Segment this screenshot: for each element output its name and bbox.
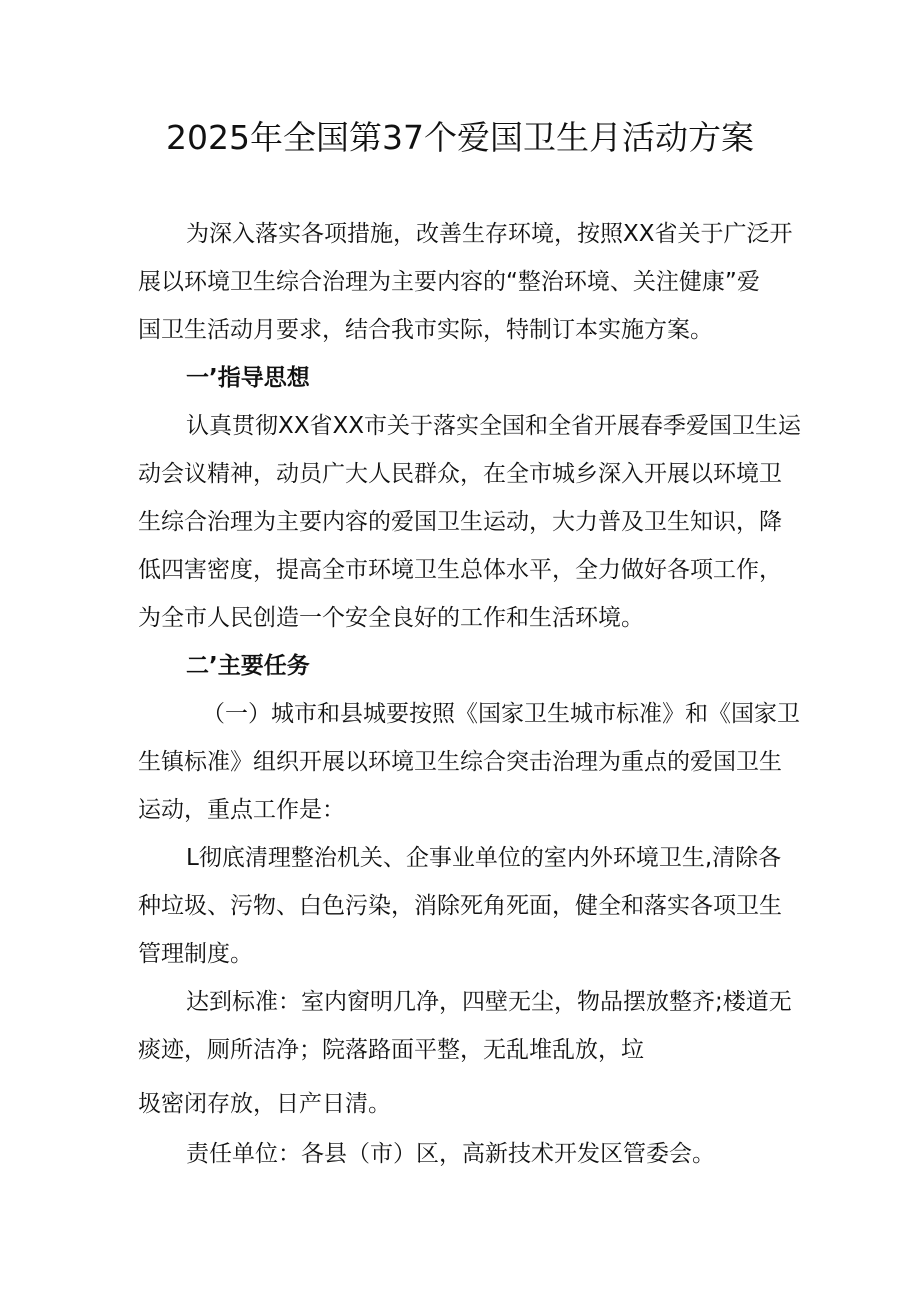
task-one-line-2: 生镇标准》组织开展以环境卫生综合突击治理为重点的爱国卫生 bbox=[138, 749, 782, 775]
responsible-unit-line: 责任单位：各县（市）区，高新技术开发区管委会。 bbox=[186, 1141, 715, 1167]
item-one-line-3: 管理制度。 bbox=[138, 941, 253, 967]
item-one-line-2: 种垃圾、污物、白色污染，消除死角死面，健全和落实各项卫生 bbox=[138, 893, 782, 919]
standard-line-2: 痰迹，厕所洁净；院落路面平整，无乱堆乱放，垃 bbox=[138, 1037, 644, 1063]
task-one-line-1: （一）城市和县城要按照《国家卫生城市标准》和《国家卫 bbox=[202, 701, 800, 727]
guiding-line-3: 生综合治理为主要内容的爱国卫生运动，大力普及卫生知识，降 bbox=[138, 509, 782, 535]
guiding-line-2: 动会议精神，动员广大人民群众，在全市城乡深入开展以环境卫 bbox=[138, 461, 782, 487]
section-heading-main-tasks: 二’主要任务 bbox=[186, 653, 310, 679]
guiding-line-1: 认真贯彻XX省XX市关于落实全国和全省开展春季爱国卫生运 bbox=[186, 413, 802, 439]
intro-line-3: 国卫生活动月要求，结合我市实际，特制订本实施方案。 bbox=[138, 317, 713, 343]
intro-line-1: 为深入落实各项措施，改善生存环境，按照XX省关于广泛开 bbox=[186, 221, 793, 247]
item-one-line-1: L彻底清理整治机关、企事业单位的室内外环境卫生,清除各 bbox=[186, 845, 782, 871]
guiding-line-5: 为全市人民创造一个安全良好的工作和生活环境。 bbox=[138, 605, 644, 631]
section-heading-guiding-ideology: 一’指导思想 bbox=[186, 365, 310, 391]
document-title: 2025年全国第37个爱国卫生月活动方案 bbox=[166, 118, 754, 157]
task-one-line-3: 运动，重点工作是： bbox=[138, 797, 345, 823]
standard-line-1: 达到标准：室内窗明几净，四壁无尘，物品摆放整齐;楼道无 bbox=[186, 989, 792, 1015]
guiding-line-4: 低四害密度，提高全市环境卫生总体水平，全力做好各项工作， bbox=[138, 557, 782, 583]
standard-line-3: 圾密闭存放，日产日清。 bbox=[138, 1091, 391, 1117]
intro-line-2: 展以环境卫生综合治理为主要内容的“整治环境、关注健康”爱 bbox=[138, 269, 760, 295]
